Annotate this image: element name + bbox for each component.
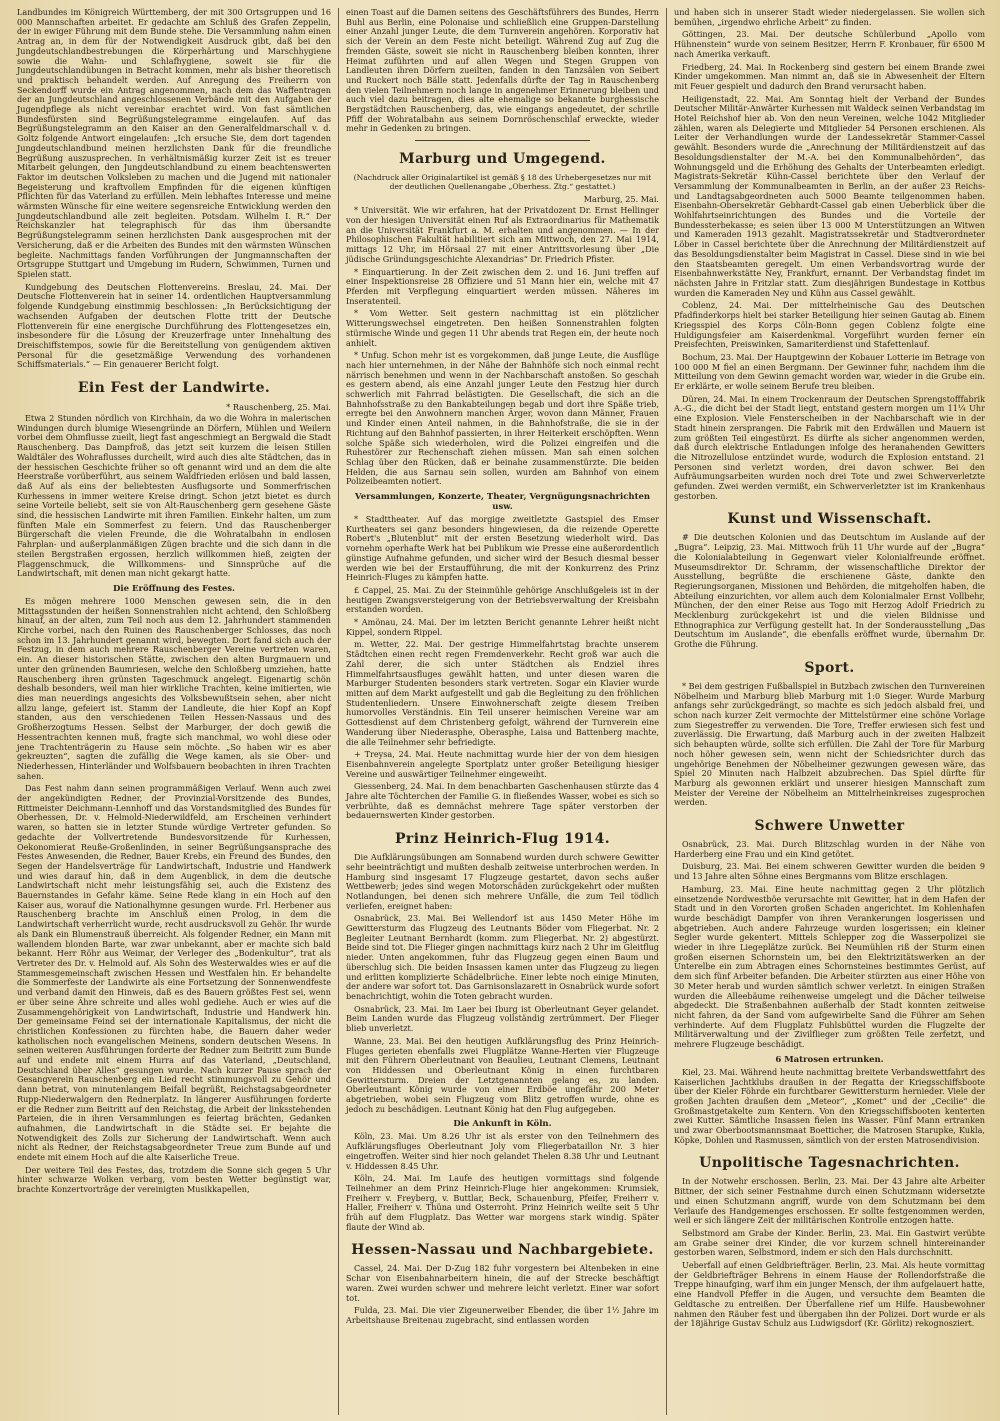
news-osnabrueck-blitz: Osnabrück, 23. Mai. Durch Blitzschlag wurden in der Nähe von Harderberg eine Frau und ein Kind getötet. (674, 839, 985, 859)
news-stadttheater: * Stadttheater. Auf das morgige zweitletzte Gastspiel des Emser Kurtheaters sei ganz besonders hingewiesen, da die reizende Operette Robert's „Blutenblut“ mit der ersten Besetzung wiederholt wird. Das vornehm operhafte Werk hat bei Publikum wie Presse eine außerordentlich günstige Aufnahme gefunden, und sicher wird der Besuch diesmal besser werden wie bei der Erstaufführung, die mit der Konkurrenz des Prinz Heinrich-Fluges zu kämpfen hatte. (346, 514, 659, 583)
heading-versammlungen: Versammlungen, Konzerte, Theater, Vergnügungsnachrichten usw. (354, 492, 651, 513)
heading-fest-der-landwirte: Ein Fest der Landwirte. (77, 380, 271, 397)
news-amoenau: * Amönau, 24. Mai. Der im letzten Bericht genannte Lehrer heißt nicht Kippel, sondern Rippel. (346, 617, 659, 637)
column-3 (666, 8, 992, 1415)
news-notwehr: In der Notwehr erschossen. Berlin, 23. Mai. Der 43 Jahre alte Arbeiter Bittner, der sich seiner Festnahme durch einen Schutzmann widersetzte und einen Schutzmann angriff, wurde von dem Schutzmann bei dem Verlaufe des Handgemenges erschossen. Er sollte festgenommen werden, weil er sich längere Zeit der militärischen Kontrolle entzogen hatte. (674, 1176, 985, 1226)
news-hamburg: Hamburg, 23. Mai. Eine heute nachmittag gegen 2 Uhr plötzlich einsetzende Nordwestböe verursachte mit Gewitter, hat in dem Hafen der Stadt und in den Vororten großen Schaden angerichtet. Im Kohlenhafen wurde beschädigt Dampfer von ihren Verankerungen losgerissen und abgetrieben. Auch andere Fahrzeuge wurden losgerissen; ein kleiner Segler wurde gekentert. Mittels Schlepper zog die Wasserpolizei sie wieder in ihre Liegeplätze zurück. Bei Neumühlen riß der Sturm einen großen eisernen Schornstein um, bei den Elektrizitätswerken an der Unterelbe ein zum Abtragen eines Schornsteines bestimmtes Gerüst, auf dem sich fünf Arbeiter befanden. Die Arbeiter stürzten aus einer Höhe von 30 Meter herab und wurden sämtlich schwer verletzt. In einigen Straßen wurden die Alleebäume reihenweise umgelegt und die Dächer teilweise abgedeckt. Die Straßenbahnen außerhalb der Stadt konnten zeitweise nicht fahren, da der Sand vom aufgewirbelte Sand die Führer am Sehen verhinderte. Auf dem Flugplatz Fuhlsbüttel wurden die Flugzelte der Militärverwaltung und der Zivilflieger zum größten Teile zerfetzt, und mehrere Flugzeuge beschädigt. (674, 883, 985, 1050)
news-fulda-continued: und haben sich in unserer Stadt wieder niedergelassen. Sie wollen sich bemühen, „irgendwo ehrliche Arbeit“ zu finden. (674, 8, 985, 27)
heading-prinz-heinrich-flug: Prinz Heinrich-Flug 1914. (394, 831, 610, 848)
heading-unpolitische: Unpolitische Tagesnachrichten. (699, 1155, 960, 1172)
subheading-matrosen: 6 Matrosen ertrunken. (775, 1054, 884, 1065)
news-dueren: Düren, 24. Mai. In einem Trockenraum der Deutschen Sprengstofffabrik A.-G., die dicht bei der Stadt liegt, entstand gestern morgen um 11¼ Uhr eine Explosion. Viele Fensterscheiben in der Nachbarschaft wie in der Stadt hinein zersprangen. Die Fabrik mit den Erdwällen und Mauern ist zum größten Teil eingestürzt. Es dürfte als sicher angenommen werden, daß durch elektrische Entladungen infolge des heranahenden Gewitters die Nitrozellulose entzündet wurde, wodurch die Explosion entstand. 21 Personen sind verletzt worden, drei davon schwer. Bei den Aufräumungsarbeiten wurden noch drei Tote und zwei Schwerverletzte gefunden. Zwei werden vermißt, ein Schwerverletzter ist im Krankenhaus gestorben. (674, 393, 985, 501)
article-eroeffnung: Es mögen mehrere 1000 Menschen gewesen sein, die in den Mittagsstunden der heißen Sonnenstrahlen nicht achtend, den Schloßberg hinauf, an der alten, zum Teil noch aus dem 12. Jahrhundert stammenden Kirche vorbei, nach den Ruinen des Rauschenberger Schlosses, das noch schon im 13. Jahrhundert genannt wird, bewegten. Dort fand sich auch der Festzug, in dem auch mehrere Rauschenberger Vereine vertreten waren, ein. An dieser historischen Stätte, zwischen den alten Burgmauern und unter den grünenden Baumriesen, welche den Schloßberg umziehen, hatte Rauschenberg ihren grünsten Tageschmuck angelegt. Eigenartig schön deshalb besonders, weil man hier wirkliche Trachten, keine imitierten, wie dies man neuerdings angesichts des Volksbewußtsein sehen, aber nicht allzu lange, gefeiert ist. Stamm der Landleute, die hier Kopf an Kopf standen, aus den verschiedenen Teilen Hessen-Nassaus und des Großherzogtums Hessen. Selbst der Marburger, der doch gewiß die Hessentrachten kennen muß, fragte sich manchmal, wo wohl diese oder jene Trachtenträgerin zu Hause sein möchte. „So haben wir es aber gekreuzten“, sagten die zufällig die Wege kamen, als sie Ober- und Niederhessen, Hinterländer und Wolfsbauern beobachten in ihren Trachten sahen. (17, 595, 331, 781)
dateline-rauschenberg: * Rauschenberg, 25. Mai. (226, 402, 331, 413)
news-fussball: * Bei dem gestrigen Fußballspiel in Butzbach zwischen den Turnvereinen Nöbelheim und Marburg blieb Marburg mit 1:0 Sieger. Wurde Marburg anfangs sehr zurückgedrängt, so machte es sich jedoch alsbald frei, und schon nach kurzer Zeit vermochte der Mittelstürmer eine schöne Vorlage zum Siegestreffer zu verwenden. Die Tore, Treffer erwiesen sich fest und zuverlässig. Die Erwartung, daß Marburg auch in der zweiten Halbzeit sich behaupten würde, sollte sich erfüllen. Die Zahl der Tore für Marburg noch höher gewesen sein, wenn nicht der Schiedsrichter durch das ungehörige Benehmen der Nöbelheimer gezwungen gewesen wäre, das Spiel 20 Minuten nach Halbzeit abzubrechen. Das Spiel dürfte für Marburg als gewonnen erklärt und unserer hiesigen Mannschaft zum Meister der Vereine der Nöbelheim an Mittelrheinkreises zugesprochen werden. (674, 680, 985, 808)
subheading-ankunft-koeln: Die Ankunft in Köln. (453, 1119, 552, 1130)
news-unfug: * Unfug. Schon mehr ist es vorgekommen, daß junge Leute, die Ausflüge nach hier unternehmen, in der Nähe der Bahnhöfe sich noch einmal recht närrisch benehmen und wenn in der Nachbarschaft anstoßen. So geschah es gestern abend, als eine Anzahl junger Leute den Festzug hier durch schwerlich mit Fahrrad belästigten. Die Gesellschaft, die sich an die Bahnhofsstraße zu den Bankabteilungen begab und dort ihre Späße trieb, erregte bei den Anwohnern manchen Ärger, wovon dann Männer, Frauen und Kinder einen Anteil nahmen, in die Bahnhofstraße, die sie in der Richtung auf den Bahnhof passierten, in ihrer Heiterkeit erschöpften. Wenn solche Späße sich wiederholen, wird die Polizei eingreifen und die Ruhestörer zur Rechenschaft ziehen müssen. Man sah einen solchen Schlag über den Rücken, daß er beinahe zusammenstürzte. Die beiden Helden, die aus Sarnau sein sollen, wurden am Bahnhof von einem Polizeibeamten notiert. (346, 350, 659, 487)
news-coblenz: Coblenz, 24. Mai. Der mittelrheinische Gau des Deutschen Pfadfinderkorps hielt bei starker Beteiligung hier seinen Gautag ab. Einem Kriegsspiel des Korps Cöln-Bonn gegen Coblenz folgte eine Huldigungsfeier am Kaiserdenkmal. Vorgeführt wurden ferner ein Preisfechten, Preiswinken, Samariterdienst und Stafettenlauf. (674, 300, 985, 350)
article-flottenverein: Kundgebung des Deutschen Flottenvereins. Breslau, 24. Mai. Der Deutsche Flottenverein hat in seiner 14. ordentlichen Hauptversammlung folgende Kundgebung einstimmig beschlossen: „In Berücksichtigung der wachsenden Aufgaben der deutschen Flotte tritt der Deutsche Flottenverein für eine energische Durchführung des Flottengesetzes ein, insbesondere für die Lösung der Kreuzerfrage unter Innehaltung des Dreischiffstempos, sowie für die Bereitstellung von genügendem aktiven Personal für die gesetzmäßige Verwendung des vorhandenen Schiffsmaterials.“ — Ein genauerer Bericht folgt. (17, 281, 331, 370)
divider (415, 140, 590, 141)
news-selbstmord: Selbstmord am Grabe der Kinder. Berlin, 23. Mai. Ein Gastwirt verübte am Grabe seiner drei Kinder, die vor kurzem schnell hintereinander gestorben waren, Selbstmord, indem er sich den Hals durchschnitt. (674, 1227, 985, 1258)
news-kiel: Kiel, 23. Mai. Während heute nachmittag breitete Verbandswettfahrt des Kaiserlichen Jachtklubs draußen in der Regatta der Kriegsschiffsboote über der Kieler Föhrde ein furchtbarer Gewittersturm hernieder. Viele der großen Jachten draußen dem „Meteor“, „Komet“ und der „Cecilie“ die Großmastgetakelte zum Kentern. Von den Kriegsschiffsbooten kenterten zwei Kutter. Sämtliche Insassen fielen ins Wasser. Fünf Mann ertranken und zwar Oberbootsmannsmaat Boetticher, die Matrosen Starupke, Kukla, Köpke, Dohlen und Rasmussen, sämtlich von der ersten Matrosendivision. (674, 1066, 985, 1145)
flug-osnabrueck-1: Osnabrück, 23. Mai. Bei Wellendorf ist aus 1450 Meter Höhe im Gewittersturm das Flugzeug des Leutnants Böder vom Fliegerbat. Nr. 2 Begleiter Leutnant Bernhardt (komm. zum Fliegerbat. Nr. 2) abgestürzt. Beide sind tot. Die Flieger gingen nachmittags kurz nach 2 Uhr im Gleitflug nieder. Unten angekommen, fuhr das Flugzeug gegen einen Baum und überschlug sich. Die beiden Insassen kamen unter das Flugzeug zu liegen und erlitten komplizierte Schädelbrüche. Einer lebte noch einige Minuten, der andere war sofort tot. Das Garnisonslazarett in Osnabrück wurde sofort benachrichtigt, wohin die Toten gebracht wurden. (346, 913, 659, 1001)
article-rauschenberg-intro: Etwa 2 Stunden nördlich von Kirchhain, da wo die Wohra in malerischen Windungen durch blumige Wiesengründe an Dörfern, Mühlen und Weilern vorbei dem Ohmflusse zueilt, liegt fast angeschmiegt an Bergwald die Stadt Rauschenberg. Das Dampfroß, das jetzt seit kurzem die leisen Stillen Waldtäler des Wohraflusses durcheilt, wird auch dies alte Städtchen, das in der hessischen Geschichte früher so oft genannt wird und an dem die alte Heerstraße vorüberführt, aus seinem Waldfrieden erlösen und bald lassen, daß Auf als eins der beliebtesten Ausflugsorte und Sommerfrischen Kurhessens in immer weitere Kreise dringt. Schon jetzt bietet es durch seine Vorteile beliebt, seit sie von Alt-Rauschenberg gern gesehene Gäste sind, die hessischen Landwirte mit ihren Familien. Einkehr halten, um zum fünften Male ein Sommerfest zu feiern. Und das Rauschenberger Bürgerschaft die vielen Freunde, die die Wohratalbahn in endlosen Fahrplan- und außerplanmäßigen Zügen brachte und die sich dann in die steilen Bergstraßen ergossen, herzlich willkommen hieß, zeigten der Flaggenschmuck, die Willkommens- und Sinnsprüche auf die Landwirtschaft, mit denen man nicht gekargt hatte. (17, 413, 331, 579)
article-fest-continued: einen Toast auf die Damen seitens des Geschäftsführers des Bundes, Herrn Buhl aus Berlin, eine Polonaise und schließlich eine Gruppen-Darstellung einer Anzahl junger Leute, die dem Turnverein angehören. Korporativ hat sich der Verein an dem Feste nicht beteiligt. Während Zug auf Zug die fremden Gäste, soweit sie nicht in Rauschenberg bleiben konnten, ihrer Heimat zuführten und auf allen Wegen und Stegen Gruppen von Landleuten ihren Dörfern zueilten, fanden in den Tanzsälen von Seibert und Ruckert noch Bälle statt. Jedenfalls dürfte der Tag in Rauschenberg den vielen Teilnehmern noch lange in angenehmer Erinnerung bleiben und auch viel dazu beitragen, dies alte ehemalige so bekannte burghessische Bergstädtchen Rauschenberg, das, wie eingangs angedeutet, der schrille Pfiff der Wohratalbahn aus seinem Dornröschenschlaf erweckte, wieder mehr in Gedenken zu bringen. (346, 8, 659, 134)
news-giessenberg: Giessenberg, 24. Mai. In dem benachbarten Gaschenhausen stürzte das 4 Jahre alte Töchterchen der Familie G. in fließendes Wasser, wobei es sich so verbrühte, daß es demnächst mehrere Tage später verstorben der bedauernswerten Kinder gestorben. (346, 781, 659, 821)
news-goettingen: Göttingen, 23. Mai. Der deutsche Schülerbund „Apollo vom Hühnenstein“ wurde von seinem Besitzer, Herrn F. Kronbauer, für 6500 M nach Amerika verkauft. (674, 29, 985, 59)
news-wetter-town: m. Wetter, 22. Mai. Der gestrige Himmelfahrtstag brachte unserem Städtchen einen recht regen Fremdenverkehr. Recht groß war auch die Zahl derer, die sich unter Städtchen als Endziel ihres Himmelfahrtsausfluges gewählt hatten, und unter diesen waren die Marburger Studenten besonders stark vertreten. Sogar ein Klavier wurde mitten auf dem Markt aufgestellt und gab die Begleitung zu den fröhlichen Studentenliedern. Unsere Einwohnerschaft zeigte diesem Treiben humorvolles Verständnis. Ein Teil unserer heimischen Vereine war am Gottesdienst auf dem Christenberg gefolgt, während der Turnverein eine Wanderung über Niederasphe, Oberasphe, Laisa und Battenberg machte, die alle Teilnehmer sehr befriedigte. (346, 639, 659, 747)
news-bochum: Bochum, 23. Mai. Der Hauptgewinn der Kobauer Lotterie im Betrage von 100 000 M fiel an einen Bergmann. Der Gewinner fuhr, nachdem ihm die Mitteilung von dem Gewinn gemacht worden war, wieder in die Grube ein. Er erklärte, er wolle seinem Berufe treu bleiben. (674, 351, 985, 392)
news-einquartierung: * Einquartierung. In der Zeit zwischen dem 2. und 16. Juni treffen auf einer Inspektionsreise 28 Offiziere und 51 Mann hier ein, welche mit 47 Pferden mit Verpflegung einquartiert werden müssen. Näheres im Inseratenteil. (346, 266, 659, 306)
flug-intro: Die Aufklärungsübungen am Sonnabend wurden durch schwere Gewitter sehr beeinträchtigt und mußten deshalb zeitweise unterbrochen werden. In Hamburg sind insgesamt 17 Flugzeuge gestartet, davon sechs außer Wettbewerb; jedes sind wegen Motorschäden zurückgekehrt oder mußten Notlandungen, bei denen sich mehrere Unfälle, die zum Teil tödlich verliefen, ereignet haben: (346, 852, 659, 911)
news-duisburg: Duisburg, 23. Mai. Bei einem schweren Gewitter wurden die beiden 9 und 13 Jahre alten Söhne eines Bergmanns vom Blitze erschlagen. (674, 861, 985, 882)
heading-hessen-nassau: Hessen-Nassau und Nachbargebiete. (351, 1242, 654, 1259)
reprint-note: (Nachdruck aller Originalartikel ist gemäß § 18 des Urhebergesetzes nur mit der deutlichen Quellenangabe „Oberhess. Ztg.“ gestattet.) (353, 173, 652, 192)
article-festende: Der weitere Teil des Festes, das, trotzdem die Sonne sich gegen 5 Uhr hinter schwarze Wolken verbarg, vom besten Wetter begünstigt war, brachte Konzertvorträge der vereinigten Musikkapellen, (17, 1164, 331, 1195)
news-friedberg: Friedberg, 24. Mai. In Rockenberg sind gestern bei einem Brande zwei Kinder umgekommen. Man nimmt an, daß sie in Abwesenheit der Eltern mit Feuer gespielt und dadurch den Brand verursacht haben. (674, 61, 985, 91)
flug-wanne: Wanne, 23. Mai. Bei den heutigen Aufklärungsflug des Prinz Heinrich-Fluges gerieten ebenfalls zwei Flugplätze Wanne-Herten vier Flugzeuge mit den Führern Oberleutnant von Beaulieu, Leutnant Clemens, Leutnant von Hiddessen und Oberleutnant König in einen furchtbaren Gewittersturm. Dreien der Letztgenannten gelang es, zu landen. Oberleutnant König wurde von einer Erdböe ungefähr 200 Meter abgetrieben, wobei sein Flugzeug vom Blitz getroffen wurde, ohne es jedoch zu beschädigen. Leutnant König hat den Flug aufgegeben. (346, 1035, 659, 1114)
news-bugra: # Die deutschen Kolonien und das Deutschtum im Auslande auf der „Bugra“. Leipzig, 23. Mai. Mittwoch früh 11 Uhr wurde auf der „Bugra“ die Kolonialabteilung in Gegenwart vieler Kolonialfreunde eröffnet. Museumsdirektor Dr. Schramm, der wissenschaftliche Direktor der Ausstellung, begrüßte die erschienene Gäste, dankte den Regierungsorganen, Missionen und Behörden, die mitgeholfen haben, die Abteilung einzurichten, vor allem auch dem Kolonialmaler Ernst Vollbehr, München, der den einer Reise aus Togo mit Herzog Adolf Friedrich zu Mecklenburg zurückgekehrt ist und die vielen Bildnisse und Ethnographica zur Verfügung gestellt hat. In der Sonderausstellung „Das Deutschtum im Auslande“, die ebenfalls eröffnet wurde, übernahm Dr. Grothe die Führung. (674, 532, 985, 650)
news-wetter: * Vom Wetter. Seit gestern nachmittag ist ein plötzlicher Witterungswechsel eingetreten. Den heißen Sonnenstrahlen folgten stürmische Winde und gegen 11 Uhr abends trat Regen ein, der heute noch anhielt. (346, 308, 659, 348)
news-universitaet: * Universität. Wie wir erfahren, hat der Privatdozent Dr. Ernst Hellinger von der hiesigen Universität einen Ruf als Extraordinarius für Mathematik an die Universität Frankfurt a. M. erhalten und angenommen. — In der Philosophischen Fakultät habilitiert sich am Mittwoch, den 27. Mai 1914, mittags 12 Uhr, im Hörsaal 27 mit einer Antrittsvorlesung über „Die jüdische Gründungsgeschichte Alexandrias“ Dr. Friedrich Pfister. (346, 205, 659, 264)
heading-marburg: Marburg und Umgegend. (399, 151, 606, 168)
news-treysa: + Treysa, 24. Mai. Heute nachmittag wurde hier der von dem hiesigen Eisenbahnverein angelegte Sportplatz unter großer Beteiligung hiesiger Vereine und auswärtiger Teilnehmer eingeweiht. (346, 749, 659, 779)
news-cappel: £ Cappel, 25. Mai. Zu der Steinmühle gehörige Anschlußgeleis ist in der heutigen Zwangsversteigerung von der Betriebsverwaltung der Kreisbahn erstanden worden. (346, 584, 659, 615)
column-1 (10, 8, 338, 1415)
news-cassel: Cassel, 24. Mai. Der D-Zug 182 fuhr vorgestern bei Altenbeken in eine Schar von Eisenbahnarbeitern hinein, die auf der Strecke beschäftigt waren. Zwei wurden schwer und mehrere leicht verletzt. Einer war sofort tot. (346, 1263, 659, 1303)
flug-osnabrueck-2: Osnabrück, 23. Mai. Im Laer bei Iburg ist Oberleutnant Geyer gelandet. Beim Landen wurde das Flugzeug vollständig zertrümmert. Der Flieger blieb unverletzt. (346, 1003, 659, 1034)
article-jungdeutschland: Landbundes im Königreich Württemberg, der mit 300 Ortsgruppen und 16 000 Mannschaften arbeitet. Er gedachte am Schluß des Grafen Zeppelin, der in ewiger Führung mit dem Bunde stehe. Die Versammlung nahm einen Antrag an, in dem für der Notwendigkeit Ausdruck gibt, daß bei den Jungdeutschlandbestrebungen die Körperhärtung und Marschhygiene sowie die Wahn- und Schlafhygiene, soweit sie für die Jungdeutschlandübungen in Betracht kommen, mehr als bisher theoretisch und praktisch behandelt werden. Auf Anregung des Freiherrn von Seckendorff wurde ein Antrag angenommen, nach dem das Waffentragen der an Jungdeutschland angeschlossenen Verbände mit den Aufgaben der Jugendpflege als nicht vereinbar erachtet wird. Von fast sämtlichen Bundesfürsten sind Begrüßungstelegramme eingelaufen. Auf das Begrüßungstelegramm an den Kaiser an den Generalfeldmarschall v. d. Goltz folgende Antwort eingelaufen: „Ich ersuche Sie, dem dort tagenden Jungdeutschlandbund meinen herzlichsten Dank für die freundliche Begrüßung auszusprechen. In verhältnismäßig kurzer Zeit ist es treuer Mitarbeit gelungen, den Jungdeutschlandbund zu einem beachtenswerten Faktor im deutschen Volksleben zu machen und die Jugend mit nationaler Begeisterung und kraftvollem Empfinden für die eigenen künftigen Pflichten für das Vaterland zu erfüllen. Mein lebhaftes Interesse und meine wärmsten Wünsche für eine weitere segensreiche Entwicklung werden den Jungdeutschlandbund alle zeit begleiten. Potsdam. Wilhelm I. R.“ Der Reichskanzler hat telegraphisch für das ihm übersandte Begrüßungstelegramm seinen herzlichsten Dank ausgesprochen mit der Versicherung, daß er die Arbeiten des Bundes mit den wärmsten Wünschen begleite. Nachmittags fanden Vorführungen der Jungmannschaften der Ortsgruppe Stuttgart und Umgebung im Rudern, Schwimmen, Turnen und Spielen statt. (17, 8, 331, 279)
article-festverlauf: Das Fest nahm dann seinen programmäßigen Verlauf. Wenn auch zwei der angekündigten Redner, der Provinzial-Vorsitzende des Bundes, Rittmeister Deichmann-Lennhoff und das Vorstandsmitglied des Bundes für Oberhessen, Dr. v. Helmold-Niederwildfeld, am Erscheinen verhindert waren, so hatten sie in letzter Stunde würdige Vertreter gefunden. So gedachte der Vollvertretende Bundesvorsitzende für Kurhessen, Oekonomierat Reuße-Großenlinden, in seiner Begrüßungsansprache des Festes Anwesenden, die Redner, Bauer Krebs, ein Freund des Bundes, den Segen der Handelsverträge für Landwirtschaft, Industrie und Handwerk und wies darauf hin, daß in dem Augenblick, in dem die deutsche Landwirtschaft nicht mehr leistungsfähig sei, auch die Existenz des Bauernstandes in Gefahr käme. Seine Rede klang in ein Hoch auf den Kaiser aus, worauf die Nationalhymne gesungen wurde. Frl. Herbener aus Rauschenberg brachte im Anschluß einen Prolog, in dem die Landwirtschaft verherrlicht wurde, recht ausdrucksvoll zu Gehör. Ihr wurde als Dank ein Blumenstrauß überreicht. Als folgender Redner, ein Mann mit wallendem blonden Barte, war zwar unbekannt, aber er machte sich bald bekannt. Herr Röhr aus Weimar, der Verleger des „Bodenkultur“, trat als Vertreter des Dr. v. Helmold auf. Als Sohn des Westerwaldes wies er auf die Stammesgemeinschaft zwischen Hessen und Westfalen hin. Er behandelte die Sommerfeste der Landwirte als eine Fortsetzung der Sonnenwendfeste und verband damit den Hinweis, daß es des Bauern größtes Fest sei, wenn er über seine Ähre schreite und alles wohl gediehe. Auch er wies auf die Zusammengehörigkeit von Landwirtschaft, Industrie und Handwerk hin. Der gemeinsame Feind sei der internationale Kapitalismus, der nicht die christlichen Konfessionen zu fürchten habe, die Bauern daher weder katholischen noch evangelischen Meinens, sondern deutschen Wesens. In seinen weiteren Ausführungen forderte der Redner zum Beitritt zum Bunde auf und endete mit einem Hurra auf das Vaterland, „Deutschland, Deutschland über Alles“ gesungen wurde. Nach kurzer Pause sprach der Gesangverein Rauschenberg ein Lied recht stimmungsvoll zu Gehör und dann betrat, von minutenlangem Beifall begrüßt, Reichstagsabgeordneter Rupp-Niederwalgern den Rednerplatz. In längerer Ausführungen forderte er die Redner zum Beitritt auf den Reichstag, die Arbeit der linksstehenden Parteien, die in ihren Versammlungen es feiertag brächten, Gedanken aufnahmen, die Landwirtschaft in die Städte sei. Er bejahte die Notwendigkeit des Zolls zur Sicherung der Landwirtschaft. Wenn auch nicht als Redner, der Reichstagsabgeordneter Treue zum Bunde auf und endete mit einem Hoch auf die alte Kaiserliche Treue. (17, 783, 331, 1163)
news-ueberfall: Ueberfall auf einen Geldbriefträger. Berlin, 23. Mai. Als heute vormittag der Geldbriefträger Behrens in einem Hause der Rollendorfstraße die Treppe hinaufging, warf ihm ein junger Mensch, der ihm aufgelauert hatte, eine Handvoll Pfeffer in die Augen, und versuchte dem Beamten die Geldtasche zu entreißen. Der Überfallene rief um Hilfe. Hausbewohner nahmen den Räuber fest und übergaben ihn der Polizei. Dort wurde er als der 18jährige Gustav Schulz aus Ludwigsdorf (Kr. Görlitz) rekognosziert. (674, 1260, 985, 1329)
flug-koeln-2: Köln, 24. Mai. Im Laufe des heutigen vormittags sind folgende Teilnehmer an dem Prinz Heinrich-Fluge hier angekommen: Krumsiek, Freiherr v. Freyberg, v. Buttlar, Beck, Schauenburg, Pfeifer, Freiherr v. Haller, Freiherr v. Thüna und Osterroht. Prinz Heinrich weilte seit 5 Uhr früh auf dem Flugplatz. Das Wetter war morgens stark windig. Später flaute der Wind ab. (346, 1173, 659, 1232)
news-fulda: Fulda, 23. Mai. Die vier Zigeunerweiber Ebender, die über 1½ Jahre im Arbeitshause Breitenau zugebracht, sind entlassen worden (346, 1305, 659, 1325)
dateline-marburg: Marburg, 25. Mai. (583, 194, 659, 205)
news-heiligenstadt: Heiligenstadt, 22. Mai. Am Sonntag hielt der Verband der Bundes Deutscher Militär-Anwärter Kurhessen mit Waldeck seinen Verbandstag im Hotel Reichshof hier ab. Von den neun Vereinen, welche 1042 Mitglieder zählen, waren als Delegierte und Mitglieder 54 Personen erschienen. Als Leiter der Verhandlungen wurde der Landessekretär Stammer-Cassel gewählt. Besonders wurde die „Anrechnung der Militärdienstzeit auf das Besoldungsdienstalter der M.-A. bei den Kommunalbehörden“, das Wohnungsgeld und die Erhöhung des Gehalts der Unterbeamten erledigt. Magistrats-Sekretär Kühn-Cassel berichtete über den Verlauf der Versammlung der Kommunalbeamten in Berlin, an der außer 23 Reichs- und Landtagsabgeordneten auch 5000 Beamte teilgenommen haben. Eisenbahn-Obersekretär Gebhardt-Cassel gab einen Ueberblick über die Wohlfahrtseinrichtungen des Bundes und die Vorteile der Bundessterbekasse; es seien über 13 000 M Unterstützungen an Witwen und Kameraden 1913 gezahlt. Magistratssekretär und Stadtverordneter Löber in Cassel berichtete über die Anrechnung der Militärdienstzeit auf das Besoldungsdienstalter beim Magistrat in Cassel. Diese sind in wie bei den Staatsbeamten geregelt. Um einen Verbandsvortrag wurde der Eisenbahnwerkstätte Ney, Frankfurt, ernannt. Der Verbandstag findet im nächsten Jahre in Fritzlar statt. Zum diesjährigen Bundestage in Kottbus wurden die Kameraden Ney und Kühn aus Cassel gewählt. (674, 93, 985, 298)
subheading-eroeffnung: Die Eröffnung des Festes. (113, 583, 235, 594)
heading-kunst-wissenschaft: Kunst und Wissenschaft. (727, 511, 932, 528)
heading-sport: Sport. (804, 659, 855, 676)
flug-koeln-1: Köln, 23. Mai. Um 8.26 Uhr ist als erster von den Teilnehmern des Aufklärungsfluges Oberleutnant Joly vom Fliegerbataillon Nr. 3 hier eingetroffen. Weiter sind hier noch gelandet Thelen 8.38 Uhr und Leutnant v. Hiddessen 8.45 Uhr. (346, 1131, 659, 1171)
heading-schwere-unwetter: Schwere Unwetter (754, 818, 905, 835)
column-2 (338, 8, 666, 1415)
